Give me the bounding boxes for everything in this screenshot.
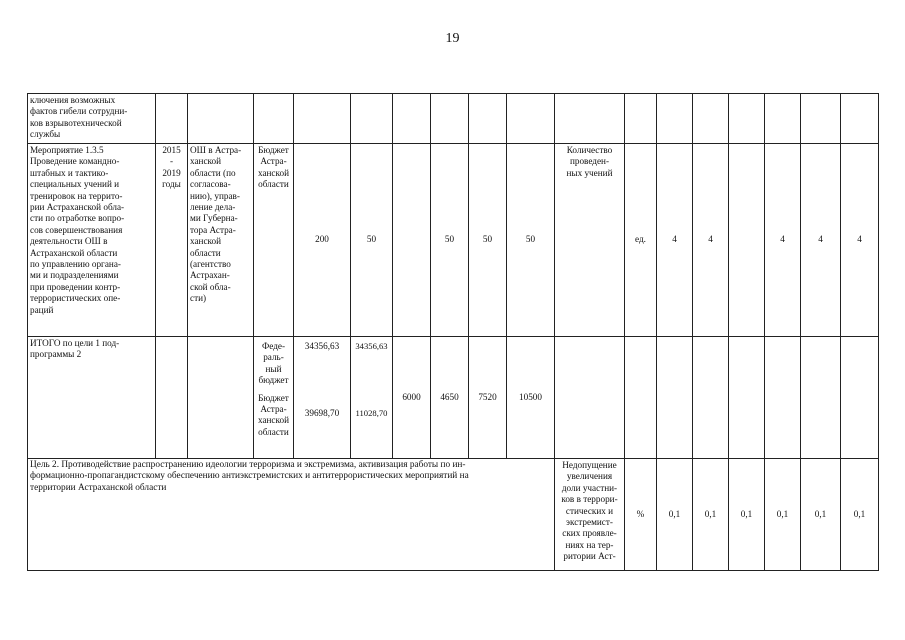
measure-2018: 50 (469, 144, 507, 337)
empty-cell (188, 337, 254, 459)
empty-cell (841, 94, 879, 144)
indicator-value: 4 (693, 144, 729, 337)
total-funding-sources (254, 337, 294, 459)
total-2016: 6000 (393, 337, 431, 459)
empty-cell (625, 94, 657, 144)
empty-cell (555, 337, 625, 459)
total-2018: 7520 (469, 337, 507, 459)
measure-2019: 50 (507, 144, 555, 337)
total-2015-regional: 11028,70 (355, 408, 388, 419)
page-number: 19 (445, 31, 460, 46)
total-federal: 34356,63 (304, 341, 340, 351)
indicator-value: 4 (657, 144, 693, 337)
goal-2-indicator: Недопущение увеличения доли участни- ков в террори- стических и экстремист- ских проявле- ниях на тер- ритории Аст- (555, 459, 625, 571)
measure-total: 200 (294, 144, 351, 337)
indicator-unit: ед. (625, 144, 657, 337)
empty-cell (156, 94, 188, 144)
goal-2-unit: % (625, 459, 657, 571)
table-row-goal-2 (28, 459, 879, 571)
table-row-measure-1-3-5 (28, 144, 879, 337)
empty-cell (765, 337, 801, 459)
empty-cell (431, 94, 469, 144)
empty-cell (657, 337, 693, 459)
total-2015-federal: 34356,63 (355, 341, 388, 351)
empty-cell (351, 94, 393, 144)
total-2019: 10500 (507, 337, 555, 459)
indicator-value (729, 144, 765, 337)
empty-cell (625, 337, 657, 459)
table-row-continuation (28, 94, 879, 144)
empty-cell (156, 337, 188, 459)
goal-2-value: 0,1 (693, 459, 729, 571)
table-row-total-goal-1 (28, 337, 879, 459)
goal-2-value: 0,1 (801, 459, 841, 571)
empty-cell (507, 94, 555, 144)
empty-cell (294, 94, 351, 144)
empty-cell (254, 94, 294, 144)
measure-2016 (393, 144, 431, 337)
program-table (27, 93, 879, 571)
empty-cell (657, 94, 693, 144)
empty-cell (801, 337, 841, 459)
indicator-value: 4 (841, 144, 879, 337)
total-2015-cell (351, 337, 393, 459)
empty-cell (729, 94, 765, 144)
indicator-name: Количество проведен- ных учений (555, 144, 625, 337)
goal-2-value: 0,1 (841, 459, 879, 571)
measure-funding-source: Бюджет Астра- ханской области (254, 144, 294, 337)
goal-2-text: Цель 2. Противодействие распространению идеологии терроризма и экстремизма, активизация работы по ин- формационно-пропагандистскому обеспечению антиэкстремистских и антитеррористических мероприятий на территории Астраханской области (28, 459, 555, 571)
empty-cell (393, 94, 431, 144)
indicator-value: 4 (801, 144, 841, 337)
goal-2-value: 0,1 (657, 459, 693, 571)
goal-2-value: 0,1 (765, 459, 801, 571)
empty-cell (729, 337, 765, 459)
empty-cell (801, 94, 841, 144)
empty-cell (469, 94, 507, 144)
measure-continuation-text: ключения возможных фактов гибели сотрудни- ков взрывотехнической службы (28, 94, 156, 144)
empty-cell (693, 337, 729, 459)
empty-cell (765, 94, 801, 144)
measure-executor: ОШ в Астра- ханской области (по согласова- нию), управ- ление дела- ми Губерна- тора Астра- ханской области (агентство Астрахан- ской обла- сти) (188, 144, 254, 337)
total-regional: 39698,70 (304, 408, 340, 419)
total-sum-cell (294, 337, 351, 459)
empty-cell (555, 94, 625, 144)
measure-years: 2015 - 2019 годы (156, 144, 188, 337)
measure-2015: 50 (351, 144, 393, 337)
source-regional: Бюджет Астра- ханской области (257, 392, 290, 437)
measure-2017: 50 (431, 144, 469, 337)
measure-name: Мероприятие 1.3.5 Проведение командно- штабных и тактико- специальных учений и тренировок на террито- рии Астраханской обла- сти по отработке вопро- сов совершенствования деятельности ОШ в Астраханской области по управлению органа- ми и подразделениями при проведении контр- террористических опе- раций (28, 144, 156, 337)
source-federal: Феде- раль- ный бюджет (258, 341, 289, 386)
empty-cell (188, 94, 254, 144)
empty-cell (693, 94, 729, 144)
total-label: ИТОГО по цели 1 под- программы 2 (28, 337, 156, 459)
total-2017: 4650 (431, 337, 469, 459)
goal-2-value: 0,1 (729, 459, 765, 571)
empty-cell (841, 337, 879, 459)
indicator-value: 4 (765, 144, 801, 337)
